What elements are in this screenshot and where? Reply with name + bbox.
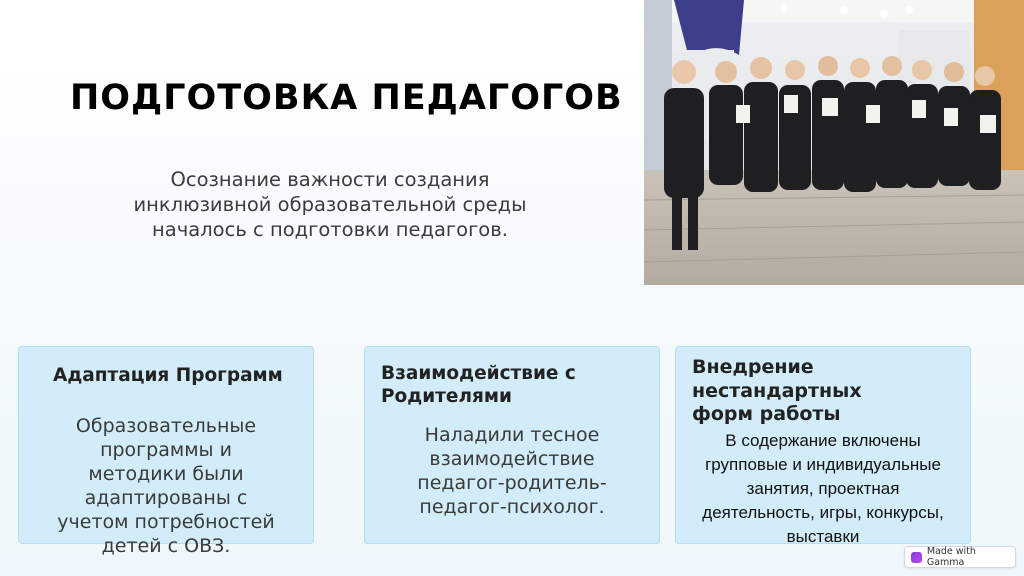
card-parent-interaction <box>364 346 660 544</box>
card-title <box>692 356 952 427</box>
card-body <box>676 429 970 549</box>
card-body <box>385 423 639 519</box>
card-title-line: Родителями <box>381 386 512 407</box>
card-body-line: выставки <box>786 527 860 546</box>
card-body-line: деятельность, игры, конкурсы, <box>702 503 944 522</box>
card-body-line: методики были <box>88 463 244 485</box>
card-body-line: взаимодействие <box>429 448 595 470</box>
card-body-line: педагог-родитель- <box>417 472 607 494</box>
made-with-gamma-badge[interactable] <box>904 546 1016 568</box>
card-body-line: адаптированы с <box>84 487 248 509</box>
card-body-line: Наладили тесное <box>424 424 600 446</box>
card-program-adaptation <box>18 346 314 557</box>
card-title <box>381 362 641 408</box>
group-photo-illustration <box>644 0 1024 285</box>
slide-subtitle <box>110 167 550 242</box>
gamma-logo-icon <box>911 552 922 563</box>
card-title-line: Взаимодействие с <box>381 363 576 384</box>
card-body-line: учетом потребностей <box>57 511 275 533</box>
group-photo <box>644 0 1024 285</box>
card-body-line: Образовательные <box>75 415 257 437</box>
card-title-line: Внедрение <box>692 356 814 378</box>
card-title: Адаптация Программ <box>53 365 283 386</box>
card-title-line: нестандартных <box>692 379 862 402</box>
subtitle-line: инклюзивной образовательной среды <box>133 193 527 216</box>
card-body-line: программы и <box>100 439 232 461</box>
subtitle-line: началось с подготовки педагогов. <box>152 218 508 241</box>
card-body-line: групповые и индивидуальные <box>705 455 941 474</box>
card-body-line: детей с ОВЗ. <box>101 535 231 557</box>
card-nonstandard-forms <box>675 346 971 544</box>
card-body-line: занятия, проектная <box>746 479 900 498</box>
card-body-line: В содержание включены <box>725 431 921 450</box>
card-title-line: форм работы <box>692 403 841 425</box>
badge-label: Made with Gamma <box>926 546 976 568</box>
card-body-line: педагог-психолог. <box>419 496 605 518</box>
slide-title: ПОДГОТОВКА ПЕДАГОГОВ <box>70 78 623 118</box>
subtitle-line: Осознание важности создания <box>170 168 490 191</box>
card-body <box>27 414 305 558</box>
